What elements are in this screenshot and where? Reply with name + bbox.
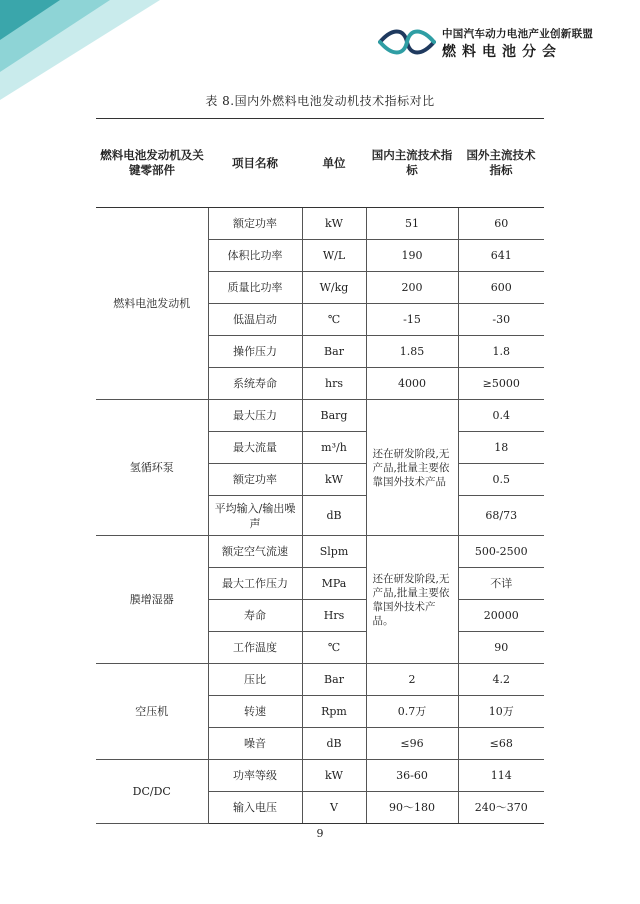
item-cell: 压比	[208, 664, 302, 696]
domestic-cell: 200	[366, 272, 458, 304]
item-cell: 平均输入/输出噪声	[208, 496, 302, 536]
domestic-cell: 36-60	[366, 760, 458, 792]
foreign-cell: 500-2500	[458, 536, 544, 568]
unit-cell: W/L	[302, 240, 366, 272]
item-cell: 工作温度	[208, 632, 302, 664]
header-unit: 单位	[302, 119, 366, 208]
header-component: 燃料电池发动机及关键零部件	[96, 119, 208, 208]
unit-cell: kW	[302, 208, 366, 240]
group-label-compressor: 空压机	[96, 664, 208, 760]
item-cell: 额定功率	[208, 208, 302, 240]
foreign-cell: 10万	[458, 696, 544, 728]
spec-table	[96, 118, 544, 824]
group-label-pump: 氢循环泵	[96, 400, 208, 536]
domestic-cell: 2	[366, 664, 458, 696]
foreign-cell: ≤68	[458, 728, 544, 760]
foreign-cell: -30	[458, 304, 544, 336]
foreign-cell: 68/73	[458, 496, 544, 536]
domestic-cell: 1.85	[366, 336, 458, 368]
foreign-cell: 60	[458, 208, 544, 240]
header-foreign: 国外主流技术指标	[458, 119, 544, 208]
unit-cell: MPa	[302, 568, 366, 600]
table-row	[96, 664, 544, 696]
foreign-cell: 600	[458, 272, 544, 304]
unit-cell: Bar	[302, 336, 366, 368]
unit-cell: m³/h	[302, 432, 366, 464]
unit-cell: W/kg	[302, 272, 366, 304]
unit-cell: dB	[302, 728, 366, 760]
domestic-note-pump: 还在研发阶段,无产品,批量主要依靠国外技术产品	[366, 400, 458, 536]
unit-cell: ℃	[302, 304, 366, 336]
item-cell: 系统寿命	[208, 368, 302, 400]
page-number: 9	[316, 827, 324, 840]
foreign-cell: 18	[458, 432, 544, 464]
unit-cell: kW	[302, 760, 366, 792]
group-label-dcdc: DC/DC	[96, 760, 208, 824]
foreign-cell: 641	[458, 240, 544, 272]
domestic-cell: 51	[366, 208, 458, 240]
unit-cell: Barg	[302, 400, 366, 432]
header-domestic: 国内主流技术指标	[366, 119, 458, 208]
foreign-cell: 1.8	[458, 336, 544, 368]
table-caption: 表 8.国内外燃料电池发动机技术指标对比	[205, 94, 435, 108]
domestic-cell: -15	[366, 304, 458, 336]
foreign-cell: 240～370	[458, 792, 544, 824]
org-name-line2: 燃料电池分会	[442, 44, 562, 60]
table-row	[96, 760, 544, 792]
item-cell: 操作压力	[208, 336, 302, 368]
foreign-cell: 4.2	[458, 664, 544, 696]
item-cell: 最大工作压力	[208, 568, 302, 600]
item-cell: 寿命	[208, 600, 302, 632]
domestic-cell: 90～180	[366, 792, 458, 824]
item-cell: 最大压力	[208, 400, 302, 432]
unit-cell: Hrs	[302, 600, 366, 632]
org-logo	[378, 24, 628, 64]
item-cell: 噪音	[208, 728, 302, 760]
item-cell: 质量比功率	[208, 272, 302, 304]
unit-cell: V	[302, 792, 366, 824]
domestic-cell: 190	[366, 240, 458, 272]
group-label-humidifier: 膜增湿器	[96, 536, 208, 664]
unit-cell: dB	[302, 496, 366, 536]
foreign-cell: ≥5000	[458, 368, 544, 400]
item-cell: 功率等级	[208, 760, 302, 792]
domestic-cell: 4000	[366, 368, 458, 400]
domestic-cell: 0.7万	[366, 696, 458, 728]
unit-cell: ℃	[302, 632, 366, 664]
unit-cell: Rpm	[302, 696, 366, 728]
item-cell: 体积比功率	[208, 240, 302, 272]
table-header-row	[96, 119, 544, 208]
item-cell: 输入电压	[208, 792, 302, 824]
table-row	[96, 400, 544, 432]
foreign-cell: 0.5	[458, 464, 544, 496]
table-row	[96, 536, 544, 568]
header-item: 项目名称	[208, 119, 302, 208]
unit-cell: hrs	[302, 368, 366, 400]
org-name-line1: 中国汽车动力电池产业创新联盟	[442, 28, 594, 40]
unit-cell: Slpm	[302, 536, 366, 568]
foreign-cell: 0.4	[458, 400, 544, 432]
item-cell: 额定功率	[208, 464, 302, 496]
item-cell: 低温启动	[208, 304, 302, 336]
domestic-note-humidifier: 还在研发阶段,无产品,批量主要依靠国外技术产品。	[366, 536, 458, 664]
foreign-cell: 不详	[458, 568, 544, 600]
foreign-cell: 90	[458, 632, 544, 664]
foreign-cell: 114	[458, 760, 544, 792]
wave-logo-icon	[378, 26, 436, 58]
foreign-cell: 20000	[458, 600, 544, 632]
group-label-engine: 燃料电池发动机	[96, 208, 208, 400]
domestic-cell: ≤96	[366, 728, 458, 760]
item-cell: 额定空气流速	[208, 536, 302, 568]
item-cell: 最大流量	[208, 432, 302, 464]
item-cell: 转速	[208, 696, 302, 728]
unit-cell: kW	[302, 464, 366, 496]
table-row	[96, 208, 544, 240]
unit-cell: Bar	[302, 664, 366, 696]
